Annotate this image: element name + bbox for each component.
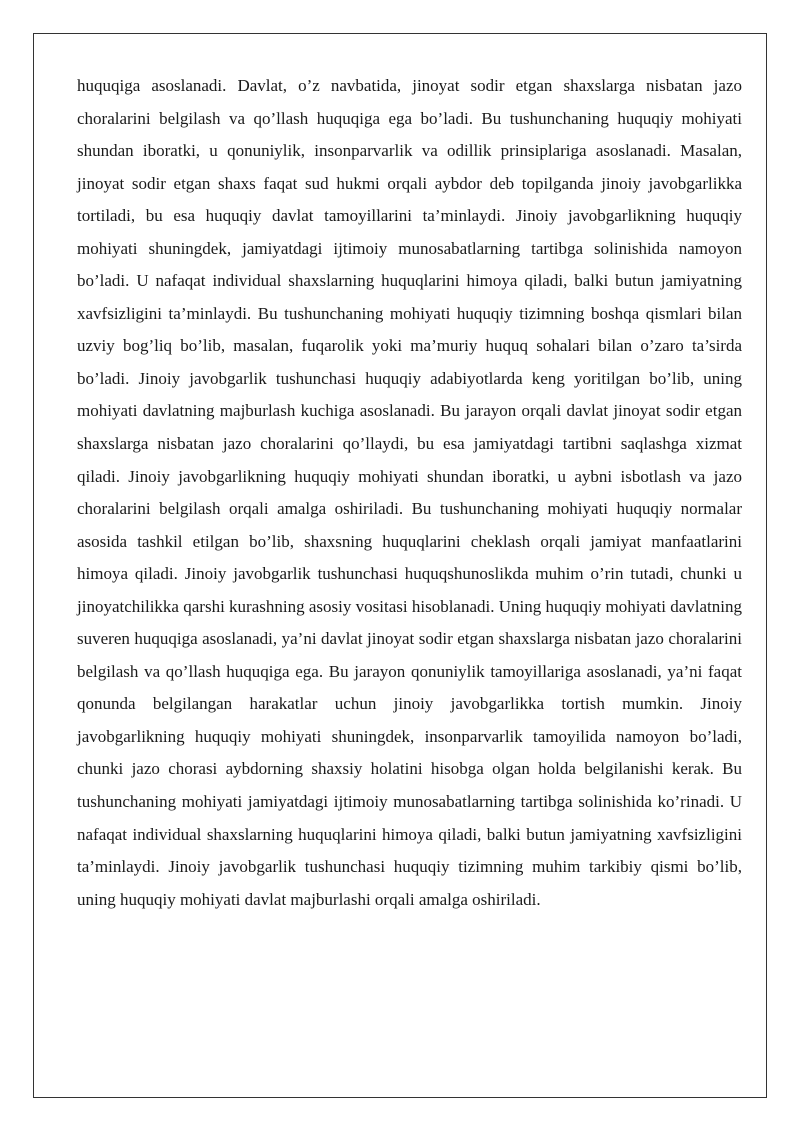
body-paragraph: huquqiga asoslanadi. Davlat, o’z navbatida, jinoyat sodir etgan shaxslarga nisbatan jazo choralarini belgilash va qo’llash huquqiga ega bo’ladi. Bu tushunchaning huquqiy mohiyati shundan iboratki, u qonuniylik, insonparvarlik va odillik prinsiplariga asoslanadi. Masalan, jinoyat sodir etgan shaxs faqat sud hukmi orqali aybdor deb topilganda jinoiy javobgarlikka tortiladi, bu esa huquqiy davlat tamoyillarini ta’minlaydi. Jinoiy javobgarlikning huquqiy mohiyati shuningdek, jamiyatdagi ijtimoiy munosabatlarning tartibga solinishida namoyon bo’ladi. U nafaqat individual shaxslarning huquqlarini himoya qiladi, balki butun jamiyatning xavfsizligini ta’minlaydi. Bu tushunchaning mohiyati huquqiy tizimning boshqa qismlari bilan uzviy bog’liq bo’lib, masalan, fuqarolik yoki ma’muriy huquq sohalari bilan o’zaro ta’sirda bo’ladi. Jinoiy javobgarlik tushunchasi huquqiy adabiyotlarda keng yoritilgan bo’lib, uning mohiyati davlatning majburlash kuchiga asoslanadi. Bu jarayon orqali davlat jinoyat sodir etgan shaxslarga nisbatan jazo choralarini qo’llaydi, bu esa jamiyatdagi tartibni saqlashga xizmat qiladi. Jinoiy javobgarlikning huquqiy mohiyati shundan iboratki, u aybni isbotlash va jazo choralarini belgilash orqali amalga oshiriladi. Bu tushunchaning mohiyati huquqiy normalar asosida tashkil etilgan bo’lib, shaxsning huquqlarini cheklash orqali jamiyat manfaatlarini himoya qiladi. Jinoiy javobgarlik tushunchasi huquqshunoslikda muhim o’rin tutadi, chunki u jinoyatchilikka qarshi kurashning asosiy vositasi hisoblanadi. Uning huquqiy mohiyati davlatning suveren huquqiga asoslanadi, ya’ni davlat jinoyat sodir etgan shaxslarga nisbatan jazo choralarini belgilash va qo’llash huquqiga ega. Bu jarayon qonuniylik tamoyillariga asoslanadi, ya’ni faqat qonunda belgilangan harakatlar uchun jinoiy javobgarlikka tortish mumkin. Jinoiy javobgarlikning huquqiy mohiyati shuningdek, insonparvarlik tamoyilida namoyon bo’ladi, chunki jazo chorasi aybdorning shaxsiy holatini hisobga olgan holda belgilanishi kerak. Bu tushunchaning mohiyati jamiyatdagi ijtimoiy munosabatlarning tartibga solinishida ko’rinadi. U nafaqat individual shaxslarning huquqlarini himoya qiladi, balki butun jamiyatning xavfsizligini ta’minlaydi. Jinoiy javobgarlik tushunchasi huquqiy tizimning muhim tarkibiy qismi bo’lib, uning huquqiy mohiyati davlat majburlashi orqali amalga oshiriladi.: [77, 76, 742, 909]
